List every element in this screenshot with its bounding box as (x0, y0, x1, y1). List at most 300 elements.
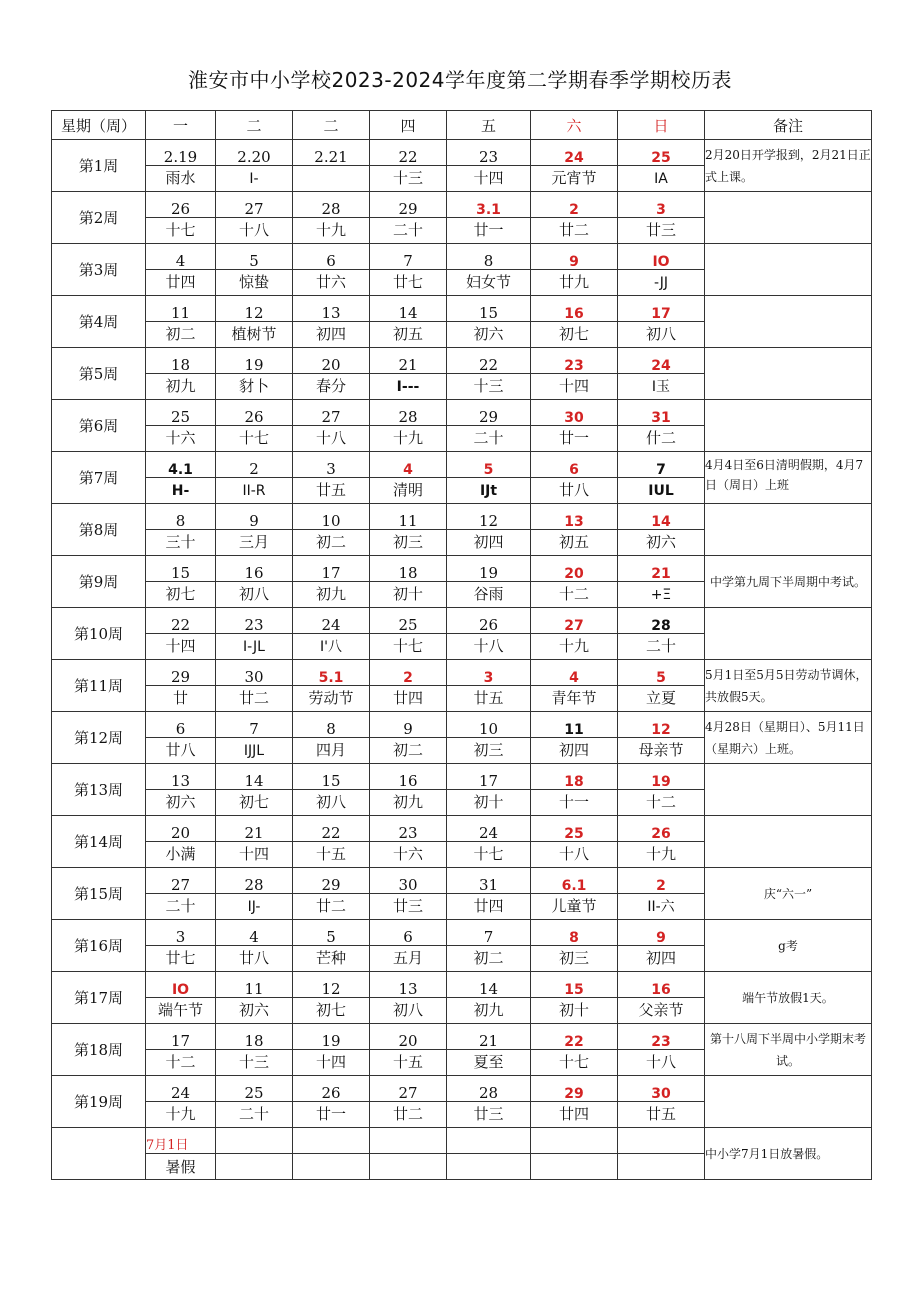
lunar-cell: +Ξ (618, 582, 705, 608)
date-cell: 7 (216, 712, 293, 738)
note-cell (705, 920, 872, 972)
date-cell: 3 (293, 452, 370, 478)
lunar-cell: 廿二 (216, 686, 293, 712)
empty-cell (293, 1154, 370, 1180)
lunar-cell: 谷雨 (447, 582, 531, 608)
lunar-cell: 初四 (531, 738, 618, 764)
lunar-cell: 廿五 (293, 478, 370, 504)
date-cell: 5 (618, 660, 705, 686)
week-row (52, 764, 872, 790)
lunar-cell: H- (146, 478, 216, 504)
week-label: 第17周 (52, 972, 146, 1024)
empty-cell (447, 1154, 531, 1180)
lunar-cell: 初七 (146, 582, 216, 608)
date-cell: 3 (146, 920, 216, 946)
date-cell: 2 (531, 192, 618, 218)
empty-cell (531, 1154, 618, 1180)
lunar-cell: 廿八 (146, 738, 216, 764)
lunar-cell: 青年节 (531, 686, 618, 712)
lunar-cell: 十四 (531, 374, 618, 400)
date-cell: 19 (293, 1024, 370, 1050)
lunar-cell: 初五 (531, 530, 618, 556)
empty-cell (531, 1128, 618, 1154)
lunar-cell: 初三 (370, 530, 447, 556)
lunar-cell: 廿一 (293, 1102, 370, 1128)
lunar-cell: 父亲节 (618, 998, 705, 1024)
date-cell: 27 (370, 1076, 447, 1102)
lunar-cell: 初七 (293, 998, 370, 1024)
empty-cell (216, 1154, 293, 1180)
lunar-cell: 十七 (531, 1050, 618, 1076)
date-cell: 25 (146, 400, 216, 426)
header-sat: 六 (531, 111, 618, 140)
date-cell: 9 (216, 504, 293, 530)
lunar-cell: 初六 (146, 790, 216, 816)
week-row (52, 1076, 872, 1102)
lunar-cell: 儿童节 (531, 894, 618, 920)
date-cell: 18 (146, 348, 216, 374)
lunar-cell: I--- (370, 374, 447, 400)
lunar-cell: 端午节 (146, 998, 216, 1024)
week-label: 第12周 (52, 712, 146, 764)
lunar-cell: 廿三 (370, 894, 447, 920)
lunar-cell: 初六 (447, 322, 531, 348)
date-cell: 27 (146, 868, 216, 894)
week-label: 第15周 (52, 868, 146, 920)
lunar-cell: 惊蛰 (216, 270, 293, 296)
date-cell: 4.1 (146, 452, 216, 478)
lunar-cell: II-R (216, 478, 293, 504)
note-text: 4月28日（星期日）、5月11日（星期六）上班。 (705, 719, 865, 756)
empty-cell (216, 1128, 293, 1154)
lunar-cell: 十八 (447, 634, 531, 660)
date-cell: 12 (447, 504, 531, 530)
lunar-cell: 廿四 (447, 894, 531, 920)
note-cell (705, 400, 872, 452)
week-label: 第4周 (52, 296, 146, 348)
lunar-cell: 十九 (146, 1102, 216, 1128)
header-row (52, 111, 872, 140)
date-cell: 6 (146, 712, 216, 738)
date-cell: 3.1 (447, 192, 531, 218)
lunar-cell: 初九 (447, 998, 531, 1024)
lunar-cell: 初四 (618, 946, 705, 972)
week-row (52, 660, 872, 686)
date-cell: 19 (447, 556, 531, 582)
note-cell (705, 348, 872, 400)
note-text: 中学第九周下半周期中考试。 (709, 574, 866, 589)
lunar-cell: 十一 (531, 790, 618, 816)
lunar-cell: 十八 (216, 218, 293, 244)
date-cell: 14 (370, 296, 447, 322)
lunar-cell: 十八 (531, 842, 618, 868)
date-cell: 10 (293, 504, 370, 530)
lunar-cell: 植树节 (216, 322, 293, 348)
date-cell: 26 (618, 816, 705, 842)
date-cell: 9 (618, 920, 705, 946)
note-cell (705, 1076, 872, 1128)
note-text: 端午节放假1天。 (742, 990, 834, 1005)
week-label: 第13周 (52, 764, 146, 816)
lunar-cell: 初八 (293, 790, 370, 816)
note-text: g考 (778, 938, 798, 953)
date-cell: 28 (618, 608, 705, 634)
lunar-cell: 廿五 (447, 686, 531, 712)
lunar-cell: 廿七 (370, 270, 447, 296)
lunar-cell: 十四 (293, 1050, 370, 1076)
lunar-cell: 初五 (370, 322, 447, 348)
date-cell: IO (146, 972, 216, 998)
date-cell: 22 (146, 608, 216, 634)
empty-cell (293, 1128, 370, 1154)
lunar-cell: IJJL (216, 738, 293, 764)
lunar-cell: I玉 (618, 374, 705, 400)
date-cell: 14 (447, 972, 531, 998)
week-row (52, 504, 872, 530)
date-cell: 11 (370, 504, 447, 530)
date-cell: 21 (618, 556, 705, 582)
lunar-cell: 十三 (370, 166, 447, 192)
date-cell: 26 (146, 192, 216, 218)
date-cell: 2.20 (216, 140, 293, 166)
lunar-cell: 春分 (293, 374, 370, 400)
date-cell: 21 (370, 348, 447, 374)
lunar-cell: I-JL (216, 634, 293, 660)
date-cell: 23 (531, 348, 618, 374)
page-title: 淮安市中小学校2023-2024学年度第二学期春季学期校历表 (187, 68, 732, 92)
note-cell (705, 1024, 872, 1076)
note-cell (705, 504, 872, 556)
note-cell (705, 712, 872, 764)
date-cell: 4 (370, 452, 447, 478)
lunar-cell: 初十 (531, 998, 618, 1024)
summer-week-label (52, 1128, 146, 1180)
note-cell (705, 244, 872, 296)
date-cell: 18 (531, 764, 618, 790)
date-cell: 13 (146, 764, 216, 790)
lunar-cell (293, 166, 370, 192)
week-row (52, 452, 872, 478)
date-cell: 17 (293, 556, 370, 582)
date-cell: 16 (618, 972, 705, 998)
week-label: 第5周 (52, 348, 146, 400)
lunar-cell: 四月 (293, 738, 370, 764)
date-cell: 6 (293, 244, 370, 270)
summer-label: 暑假 (146, 1154, 216, 1180)
date-cell: 30 (216, 660, 293, 686)
lunar-cell: 廿四 (370, 686, 447, 712)
date-cell: 9 (370, 712, 447, 738)
lunar-cell: 廿一 (531, 426, 618, 452)
date-cell: 18 (370, 556, 447, 582)
note-cell (705, 868, 872, 920)
date-cell: 30 (618, 1076, 705, 1102)
lunar-cell: 十四 (216, 842, 293, 868)
date-cell: 17 (618, 296, 705, 322)
lunar-cell: 十三 (447, 374, 531, 400)
date-cell: 5 (216, 244, 293, 270)
week-label: 第8周 (52, 504, 146, 556)
lunar-cell: IJt (447, 478, 531, 504)
lunar-cell: 廿七 (146, 946, 216, 972)
note-text: 第十八周下半周中小学期末考试。 (709, 1031, 866, 1068)
week-row (52, 244, 872, 270)
date-cell: 12 (216, 296, 293, 322)
lunar-cell: 初十 (447, 790, 531, 816)
date-cell: 6.1 (531, 868, 618, 894)
summer-row (52, 1128, 872, 1154)
date-cell: 20 (146, 816, 216, 842)
header-wed: 二 (293, 111, 370, 140)
date-cell: 30 (531, 400, 618, 426)
lunar-cell: IJ- (216, 894, 293, 920)
lunar-cell: 芒种 (293, 946, 370, 972)
lunar-cell: 初六 (618, 530, 705, 556)
lunar-cell: 十二 (618, 790, 705, 816)
date-cell: 17 (447, 764, 531, 790)
lunar-cell: 廿九 (531, 270, 618, 296)
lunar-cell: 廿一 (447, 218, 531, 244)
week-row (52, 296, 872, 322)
week-row (52, 140, 872, 166)
lunar-cell: 初七 (216, 790, 293, 816)
date-cell: 29 (146, 660, 216, 686)
date-cell: 13 (293, 296, 370, 322)
date-cell: 26 (293, 1076, 370, 1102)
week-label: 第3周 (52, 244, 146, 296)
date-cell: 29 (447, 400, 531, 426)
lunar-cell: 初二 (146, 322, 216, 348)
note-cell (705, 296, 872, 348)
lunar-cell: 十六 (146, 426, 216, 452)
lunar-cell: 廿二 (531, 218, 618, 244)
lunar-cell: 廿五 (618, 1102, 705, 1128)
date-cell: 31 (618, 400, 705, 426)
lunar-cell: 廿八 (216, 946, 293, 972)
date-cell: 16 (531, 296, 618, 322)
date-cell: 22 (370, 140, 447, 166)
date-cell: 2 (216, 452, 293, 478)
note-cell (705, 816, 872, 868)
lunar-cell: 二十 (216, 1102, 293, 1128)
date-cell: 25 (531, 816, 618, 842)
date-cell: 4 (146, 244, 216, 270)
date-cell: 8 (531, 920, 618, 946)
header-week: 星期（周） (52, 111, 146, 140)
date-cell: 27 (293, 400, 370, 426)
week-label: 第19周 (52, 1076, 146, 1128)
date-cell: 2 (618, 868, 705, 894)
date-cell: 29 (370, 192, 447, 218)
date-cell: 4 (531, 660, 618, 686)
date-cell: 14 (618, 504, 705, 530)
date-cell: 10 (447, 712, 531, 738)
date-cell: 25 (618, 140, 705, 166)
date-cell: 17 (146, 1024, 216, 1050)
date-cell: 8 (293, 712, 370, 738)
lunar-cell: IA (618, 166, 705, 192)
lunar-cell: 二十 (447, 426, 531, 452)
lunar-cell: 小满 (146, 842, 216, 868)
date-cell: 23 (370, 816, 447, 842)
date-cell: 15 (146, 556, 216, 582)
lunar-cell: 廿二 (370, 1102, 447, 1128)
week-row (52, 920, 872, 946)
header-fri: 五 (447, 111, 531, 140)
lunar-cell: 十四 (447, 166, 531, 192)
lunar-cell: 初四 (293, 322, 370, 348)
lunar-cell: 初三 (447, 738, 531, 764)
empty-cell (618, 1154, 705, 1180)
note-text: 2月20日开学报到，2月21日正式上课。 (705, 147, 871, 184)
lunar-cell: 十七 (447, 842, 531, 868)
lunar-cell: 什二 (618, 426, 705, 452)
lunar-cell: 十五 (293, 842, 370, 868)
date-cell: 27 (216, 192, 293, 218)
date-cell: 2.21 (293, 140, 370, 166)
note-cell (705, 192, 872, 244)
date-cell: 15 (447, 296, 531, 322)
date-cell: 4 (216, 920, 293, 946)
lunar-cell: II-六 (618, 894, 705, 920)
lunar-cell: 廿三 (447, 1102, 531, 1128)
lunar-cell: 豺卜 (216, 374, 293, 400)
week-label: 第14周 (52, 816, 146, 868)
date-cell: IO (618, 244, 705, 270)
lunar-cell: 二十 (370, 218, 447, 244)
note-cell (705, 764, 872, 816)
date-cell: 7 (618, 452, 705, 478)
week-row (52, 556, 872, 582)
lunar-cell: 廿四 (531, 1102, 618, 1128)
lunar-cell: 初九 (293, 582, 370, 608)
lunar-cell: 雨水 (146, 166, 216, 192)
lunar-cell: 廿 (146, 686, 216, 712)
date-cell: 16 (216, 556, 293, 582)
lunar-cell: 初九 (146, 374, 216, 400)
header-notes: 备注 (705, 111, 872, 140)
lunar-cell: 初二 (447, 946, 531, 972)
lunar-cell: 廿四 (146, 270, 216, 296)
lunar-cell: 十九 (618, 842, 705, 868)
note-text: 庆“六一” (763, 886, 813, 901)
week-row (52, 348, 872, 374)
date-cell: 12 (618, 712, 705, 738)
date-cell: 23 (447, 140, 531, 166)
week-row (52, 192, 872, 218)
date-cell: 5 (447, 452, 531, 478)
note-cell (705, 660, 872, 712)
note-text: 5月1日至5月5日劳动节调休，共放假5天。 (705, 667, 868, 704)
date-cell: 21 (447, 1024, 531, 1050)
date-cell: 24 (293, 608, 370, 634)
week-row (52, 1024, 872, 1050)
empty-cell (370, 1128, 447, 1154)
lunar-cell: 十七 (370, 634, 447, 660)
lunar-cell: 初八 (370, 998, 447, 1024)
lunar-cell: 十七 (146, 218, 216, 244)
lunar-cell: 妇女节 (447, 270, 531, 296)
date-cell: 24 (618, 348, 705, 374)
date-cell: 22 (447, 348, 531, 374)
note-cell (705, 972, 872, 1024)
week-row (52, 608, 872, 634)
date-cell: 24 (531, 140, 618, 166)
note-text: 4月4日至6日清明假期，4月7日（周日）上班 (705, 457, 864, 492)
empty-cell (618, 1128, 705, 1154)
date-cell: 28 (216, 868, 293, 894)
date-cell: 11 (146, 296, 216, 322)
date-cell: 13 (531, 504, 618, 530)
lunar-cell: 十九 (531, 634, 618, 660)
date-cell: 22 (531, 1024, 618, 1050)
date-cell: 21 (216, 816, 293, 842)
note-cell (705, 556, 872, 608)
date-cell: 28 (293, 192, 370, 218)
note-cell (705, 140, 872, 192)
date-cell: 31 (447, 868, 531, 894)
lunar-cell: 十四 (146, 634, 216, 660)
date-cell: 23 (216, 608, 293, 634)
date-cell: 26 (447, 608, 531, 634)
week-row (52, 816, 872, 842)
week-label: 第9周 (52, 556, 146, 608)
lunar-cell: 二十 (618, 634, 705, 660)
header-tue: 二 (216, 111, 293, 140)
date-cell: 29 (293, 868, 370, 894)
date-cell: 23 (618, 1024, 705, 1050)
lunar-cell: IUL (618, 478, 705, 504)
lunar-cell: 廿二 (293, 894, 370, 920)
date-cell: 30 (370, 868, 447, 894)
date-cell: 20 (531, 556, 618, 582)
date-cell: 22 (293, 816, 370, 842)
date-cell: 18 (216, 1024, 293, 1050)
date-cell: 28 (370, 400, 447, 426)
summer-date: 7月1日 (146, 1128, 216, 1154)
date-cell: 8 (146, 504, 216, 530)
date-cell: 19 (618, 764, 705, 790)
date-cell: 29 (531, 1076, 618, 1102)
date-cell: 20 (293, 348, 370, 374)
week-label: 第10周 (52, 608, 146, 660)
lunar-cell: 初二 (293, 530, 370, 556)
header-mon: 一 (146, 111, 216, 140)
date-cell: 15 (531, 972, 618, 998)
lunar-cell: 十五 (370, 1050, 447, 1076)
lunar-cell: 初十 (370, 582, 447, 608)
lunar-cell: 十九 (293, 218, 370, 244)
header-sun: 日 (618, 111, 705, 140)
note-cell (705, 452, 872, 504)
lunar-cell: 元宵节 (531, 166, 618, 192)
date-cell: 11 (531, 712, 618, 738)
date-cell: 25 (370, 608, 447, 634)
lunar-cell: 十八 (293, 426, 370, 452)
lunar-cell: 十六 (370, 842, 447, 868)
week-label: 第18周 (52, 1024, 146, 1076)
date-cell: 6 (370, 920, 447, 946)
week-label: 第2周 (52, 192, 146, 244)
date-cell: 2 (370, 660, 447, 686)
lunar-cell: 初八 (216, 582, 293, 608)
date-cell: 13 (370, 972, 447, 998)
week-row (52, 712, 872, 738)
week-row (52, 400, 872, 426)
lunar-cell: 十八 (618, 1050, 705, 1076)
lunar-cell: 十七 (216, 426, 293, 452)
lunar-cell: 夏至 (447, 1050, 531, 1076)
